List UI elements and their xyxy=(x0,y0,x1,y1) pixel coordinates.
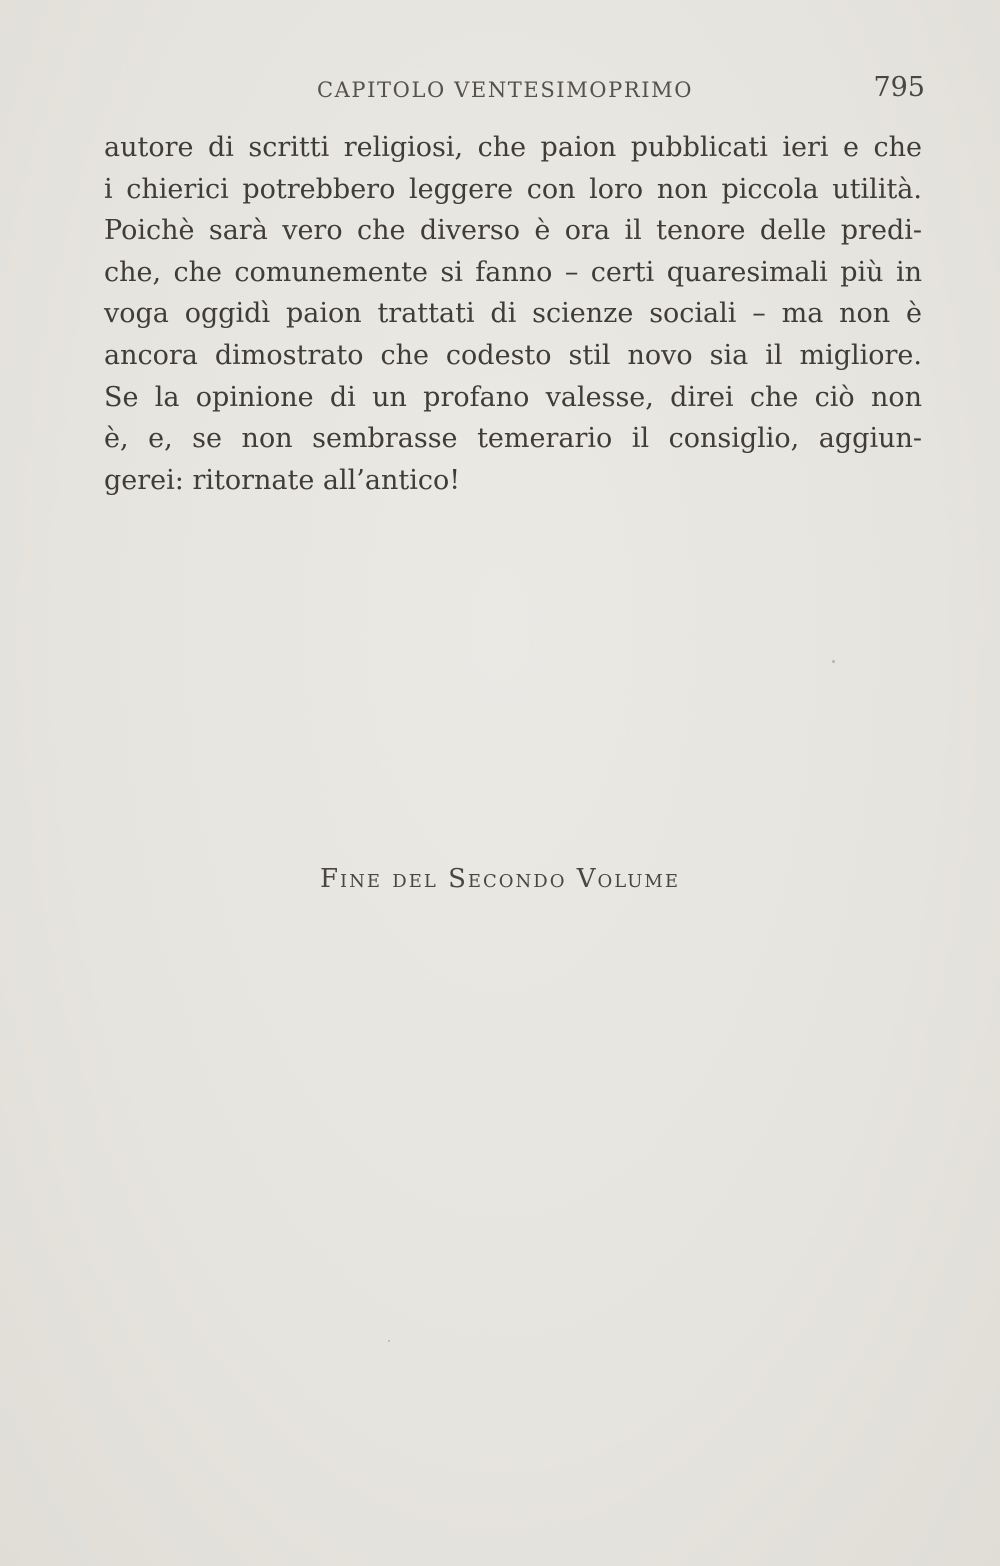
page-header xyxy=(105,72,925,112)
text-line: Se la opinione di un profano valesse, direi che ciò non xyxy=(104,381,922,413)
text-line: i chierici potrebbero leggere con loro non piccola utilità. xyxy=(104,173,922,205)
text-line: voga oggidì paion trattati di scienze sociali – ma non è xyxy=(104,298,922,330)
paper-speck xyxy=(832,660,835,663)
text-line: che, che comunemente si fanno – certi quaresimali più in xyxy=(104,256,922,288)
text-line-last: gerei: ritornate all’antico! xyxy=(104,464,461,496)
page-number: 795 xyxy=(873,72,925,103)
text-line: autore di scritti religiosi, che paion pubblicati ieri e che xyxy=(104,132,922,163)
text-line: Poichè sarà vero che diverso è ora il tenore delle predi- xyxy=(104,215,922,247)
body-text xyxy=(104,127,922,501)
volume-end-mark: Fine del Secondo Volume xyxy=(319,864,681,894)
running-head: CAPITOLO VENTESIMOPRIMO xyxy=(317,78,694,102)
text-line: ancora dimostrato che codesto stil novo sia il migliore. xyxy=(104,339,922,371)
text-line: è, e, se non sembrasse temerario il consiglio, aggiun- xyxy=(104,423,922,455)
paper-speck xyxy=(388,1340,390,1342)
